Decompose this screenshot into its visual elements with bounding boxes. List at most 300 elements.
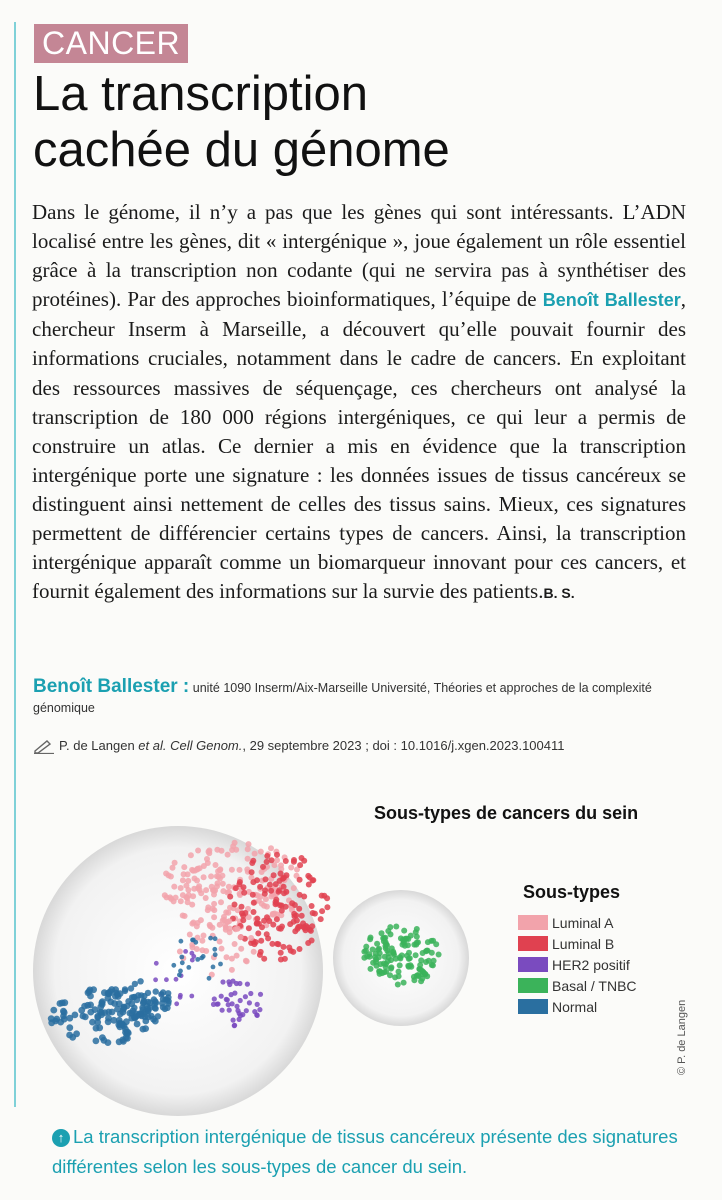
scatter-point (131, 1005, 137, 1011)
scatter-point (234, 981, 239, 986)
scatter-point (132, 981, 138, 987)
scatter-point (430, 938, 436, 944)
scatter-point (66, 1015, 73, 1022)
scatter-point (239, 910, 245, 916)
legend-item-normal (518, 996, 637, 1017)
title-line-2: cachée du génome (33, 123, 450, 177)
scatter-point (220, 979, 225, 984)
scatter-point (232, 991, 237, 996)
scatter-point (240, 917, 246, 923)
scatter-point (203, 895, 209, 901)
body-part-2: , chercheur Inserm à Marseille, a découvert qu’elle pouvait fournir des informations cruciales, notamment dans le cadre de cancers. En exploitant des ressources massives de séquençage, ces chercheurs ont analysé la transcription de 180 000 régions intergéniques, ce qui leur a permis de construire un atlas. Ce dernier a mis en évidence que la transcription intergénique porte une signature : les données issues de tissus cancéreux se distinguent ainsi nettement de celles des tissus sains. Mieux, ces signatures permettent de différencier certains types de cancers. Ainsi, la transcription intergénique apparaît comme un biomarqueur innovant pour ces cancers, et fournit également des informations sur la survie des patients. (32, 287, 686, 604)
scatter-point (178, 885, 184, 891)
scatter-point (379, 930, 385, 936)
scatter-point (414, 973, 420, 979)
scatter-point (254, 877, 260, 883)
scatter-point (101, 1037, 108, 1044)
scatter-point (243, 994, 248, 999)
scatter-point (407, 955, 413, 961)
scatter-point (401, 928, 407, 934)
scatter-point (210, 906, 216, 912)
scatter-point (199, 938, 205, 944)
scatter-point (251, 949, 257, 955)
scatter-point (235, 1008, 240, 1013)
scatter-point (213, 936, 218, 941)
affiliation (33, 677, 693, 718)
scatter-point (396, 973, 402, 979)
scatter-point (179, 955, 184, 960)
legend-swatch (518, 957, 548, 972)
scatter-point (283, 858, 289, 864)
scatter-point (267, 882, 273, 888)
affiliation-text: unité 1090 Inserm/Aix-Marseille Université, Théories et approches de la complexité génomique (33, 681, 652, 715)
legend-swatch (518, 936, 548, 951)
scatter-point (160, 989, 166, 995)
scatter-point (381, 938, 387, 944)
scatter-point (66, 1032, 73, 1039)
scatter-point (227, 926, 233, 932)
scatter-point (154, 961, 159, 966)
legend-item-her2 (518, 954, 637, 975)
pencil-icon (33, 738, 55, 754)
scatter-point (268, 845, 274, 851)
scatter-point (195, 848, 201, 854)
researcher-name: Benoît Ballester (542, 290, 681, 311)
scatter-point (212, 947, 217, 952)
scatter-point (217, 939, 223, 945)
scatter-point (207, 922, 213, 928)
scatter-point (259, 901, 265, 907)
scatter-point (199, 947, 205, 953)
scatter-point (238, 934, 244, 940)
scatter-point (370, 947, 376, 953)
scatter-point (306, 882, 312, 888)
legend (518, 912, 637, 1017)
scatter-point (387, 972, 393, 978)
scatter-point (206, 849, 212, 855)
scatter-point (180, 877, 186, 883)
scatter-point (274, 916, 280, 922)
article-title (33, 66, 693, 178)
scatter-point (194, 946, 200, 952)
scatter-point (98, 1009, 105, 1016)
scatter-point (141, 998, 147, 1004)
reference (33, 736, 693, 756)
scatter-point (232, 941, 238, 947)
scatter-point (50, 1007, 57, 1014)
scatter-point (248, 935, 254, 941)
scatter-point (255, 1002, 260, 1007)
scatter-point (255, 1013, 260, 1018)
scatter-point (426, 958, 432, 964)
scatter-point (116, 1038, 123, 1045)
scatter-point (217, 866, 223, 872)
scatter-point (301, 894, 307, 900)
scatter-point (364, 953, 370, 959)
scatter-point (99, 1001, 106, 1008)
scatter-point (268, 888, 274, 894)
scatter-point (281, 944, 287, 950)
scatter-point (226, 979, 231, 984)
scatter-point (218, 899, 224, 905)
scatter-point (286, 945, 292, 951)
scatter-point (183, 949, 188, 954)
scatter-point (178, 969, 183, 974)
scatter-point (174, 977, 179, 982)
scatter-point (190, 951, 195, 956)
scatter-point (264, 853, 270, 859)
scatter-point (189, 994, 194, 999)
scatter-point (388, 931, 394, 937)
scatter-point (93, 1038, 100, 1045)
scatter-point (114, 991, 120, 997)
scatter-point (180, 960, 185, 965)
scatter-point (422, 971, 428, 977)
scatter-point (211, 914, 217, 920)
scatter-point (201, 863, 207, 869)
scatter-point (271, 872, 277, 878)
scatter-point (194, 878, 200, 884)
scatter-point (418, 957, 424, 963)
scatter-point (297, 946, 303, 952)
body-part-1: Dans le génome, il n’y a pas que les gènes qui sont intéressants. L’ADN localisé entre les gènes, dit « intergénique », joue également un rôle essentiel grâce à la transcription non codante (qui ne servira pas à synthétiser des protéines). Par des approches bioinformatiques, l’équipe de (32, 200, 686, 312)
scatter-point (133, 1013, 139, 1019)
scatter-point (386, 954, 392, 960)
scatter-point (258, 849, 264, 855)
scatter-point (142, 1025, 149, 1032)
scatter-point (234, 953, 240, 959)
scatter-point (198, 917, 204, 923)
scatter-point (259, 924, 265, 930)
scatter-point (137, 978, 143, 984)
scatter-point (312, 911, 318, 917)
scatter-point (249, 860, 255, 866)
scatter-point (179, 939, 184, 944)
scatter-point (291, 885, 297, 891)
scatter-point (171, 963, 176, 968)
scatter-point (324, 904, 330, 910)
scatter-point (310, 877, 316, 883)
scatter-point (219, 946, 225, 952)
scatter-point (273, 881, 279, 887)
scatter-point (291, 919, 297, 925)
scatter-point (375, 947, 381, 953)
scatter-point (250, 892, 256, 898)
scatter-point (270, 911, 276, 917)
scatter-point (383, 961, 389, 967)
legend-swatch (518, 978, 548, 993)
scatter-point (211, 1002, 216, 1007)
scatter-point (125, 998, 131, 1004)
scatter-point (319, 908, 325, 914)
scatter-point (397, 954, 403, 960)
scatter-point (269, 941, 275, 947)
scatter-point (225, 997, 230, 1002)
reference-details: , 29 septembre 2023 ; doi : 10.1016/j.xgen.2023.100411 (242, 738, 565, 753)
scatter-point (395, 982, 401, 988)
scatter-point (299, 913, 305, 919)
scatter-point (413, 929, 419, 935)
scatter-point (406, 950, 412, 956)
scatter-point (257, 1007, 262, 1012)
scatter-point (401, 938, 407, 944)
scatter-point (229, 867, 235, 873)
legend-swatch (518, 915, 548, 930)
scatter-point (258, 992, 263, 997)
scatter-point (121, 1023, 128, 1030)
scatter-point (122, 988, 128, 994)
scatter-point (201, 933, 207, 939)
scatter-point (257, 952, 263, 958)
scatter-point (274, 852, 280, 858)
scatter-point (223, 909, 229, 915)
scatter-point (406, 964, 412, 970)
scatter-point (436, 952, 442, 958)
scatter-point (199, 956, 204, 961)
scatter-point (297, 862, 303, 868)
reference-authors: P. de Langen (59, 738, 135, 753)
scatter-point (301, 858, 307, 864)
scatter-point (168, 896, 174, 902)
scatter-point (212, 996, 217, 1001)
scatter-point (220, 888, 226, 894)
scatter-point (367, 936, 373, 942)
scatter-point (238, 946, 244, 952)
scatter-point (220, 918, 226, 924)
scatter-point (244, 958, 250, 964)
scatter-point (220, 1008, 225, 1013)
scatter-point (153, 977, 158, 982)
scatter-point (376, 954, 382, 960)
scatter-point (374, 941, 380, 947)
scatter-point (170, 865, 176, 871)
scatter-point (227, 894, 233, 900)
affiliation-name: Benoît Ballester : (33, 676, 190, 697)
scatter-point (251, 900, 257, 906)
scatter-point (181, 864, 187, 870)
scatter-point (187, 932, 193, 938)
scatter-point (291, 911, 297, 917)
scatter-point (232, 1023, 237, 1028)
scatter-point (155, 1013, 161, 1019)
scatter-point (227, 1008, 232, 1013)
scatter-point (248, 991, 253, 996)
scatter-point (201, 874, 207, 880)
scatter-point (413, 952, 419, 958)
scatter-point (191, 886, 197, 892)
scatter-point (263, 896, 269, 902)
scatter-point (278, 871, 284, 877)
scatter-point (174, 1001, 179, 1006)
scatter-point (261, 918, 267, 924)
scatter-point (305, 940, 311, 946)
scatter-point (59, 1000, 66, 1007)
scatter-point (282, 956, 288, 962)
scatter-point (270, 922, 276, 928)
scatter-point (230, 1001, 235, 1006)
scatter-point (295, 924, 301, 930)
scatter-point (145, 1005, 151, 1011)
scatter-point (245, 856, 251, 862)
scatter-point (279, 924, 285, 930)
scatter-point (388, 966, 394, 972)
scatter-point (305, 873, 311, 879)
scatter-point (281, 884, 287, 890)
scatter-point (73, 1030, 80, 1037)
scatter-point (213, 952, 218, 957)
scatter-point (251, 909, 257, 915)
scatter-point (217, 876, 223, 882)
scatter-point (208, 873, 214, 879)
scatter-point (211, 965, 216, 970)
scatter-point (239, 904, 245, 910)
scatter-point (231, 1018, 236, 1023)
scatter-point (233, 926, 239, 932)
scatter-point (257, 884, 263, 890)
scatter-point (114, 1006, 121, 1013)
scatter-point (324, 895, 330, 901)
scatter-point (252, 851, 258, 857)
legend-title: Sous-types (523, 882, 621, 902)
scatter-point (240, 1012, 245, 1017)
scatter-point (124, 1029, 131, 1036)
scatter-point (275, 941, 281, 947)
legend-swatch (518, 999, 548, 1014)
scatter-point (393, 924, 399, 930)
scatter-point (87, 987, 94, 994)
scatter-point (191, 938, 196, 943)
scatter-point (281, 890, 287, 896)
scatter-point (264, 931, 270, 937)
scatter-point (237, 867, 243, 873)
scatter-point (288, 865, 294, 871)
scatter-point (218, 962, 223, 967)
scatter-point (247, 1000, 252, 1005)
scatter-point (246, 925, 252, 931)
scatter-point (254, 920, 260, 926)
scatter-point (387, 924, 393, 930)
scatter-point (234, 1004, 239, 1009)
umap-figure (28, 826, 508, 1116)
scatter-point (224, 954, 230, 960)
scatter-point (368, 966, 374, 972)
scatter-point (225, 852, 231, 858)
scatter-point (87, 1009, 94, 1016)
reference-journal: Cell Genom. (170, 738, 243, 753)
scatter-point (165, 998, 171, 1004)
scatter-point (425, 948, 431, 954)
scatter-point (241, 890, 247, 896)
scatter-point (401, 980, 407, 986)
legend-label: HER2 positif (552, 956, 630, 973)
author-signature: B. S. (543, 585, 575, 602)
scatter-point (318, 916, 324, 922)
scatter-point (213, 862, 219, 868)
scatter-point (183, 883, 189, 889)
margin-rule (14, 22, 16, 1107)
scatter-point (236, 881, 242, 887)
legend-item-luminal-a (518, 912, 637, 933)
scatter-point (105, 1018, 112, 1025)
scatter-point (226, 884, 232, 890)
scatter-point (209, 884, 215, 890)
scatter-point (186, 965, 191, 970)
scatter-point (84, 1002, 91, 1009)
scatter-point (246, 841, 252, 847)
scatter-point (190, 958, 195, 963)
article-body (32, 198, 686, 608)
scatter-point (269, 857, 275, 863)
figure-title: Sous-types de cancers du sein (374, 803, 639, 823)
scatter-point (189, 902, 195, 908)
scatter-point (162, 1006, 168, 1012)
scatter-point (245, 846, 251, 852)
reference-etal: et al. (138, 738, 167, 753)
scatter-point (289, 900, 295, 906)
scatter-point (262, 887, 268, 893)
scatter-point (159, 1000, 165, 1006)
scatter-point (255, 930, 261, 936)
scatter-point (153, 1000, 159, 1006)
scatter-point (278, 950, 284, 956)
scatter-point (249, 869, 255, 875)
legend-label: Basal / TNBC (552, 977, 637, 994)
scatter-point (207, 976, 212, 981)
scatter-point (245, 982, 250, 987)
scatter-point (188, 852, 194, 858)
legend-item-luminal-b (518, 933, 637, 954)
scatter-point (78, 1007, 85, 1014)
photo-credit: © P. de Langen (676, 999, 688, 1075)
scatter-point (220, 881, 226, 887)
scatter-point (258, 938, 264, 944)
scatter-point (194, 923, 200, 929)
title-line-1: La transcription (33, 67, 369, 121)
scatter-point (203, 887, 209, 893)
scatter-point (82, 1014, 89, 1021)
scatter-point (181, 871, 187, 877)
figure-caption (52, 1122, 692, 1182)
scatter-point (390, 949, 396, 955)
scatter-point (163, 871, 169, 877)
scatter-point (397, 962, 403, 968)
scatter-point (189, 867, 195, 873)
scatter-point (60, 1013, 67, 1020)
category-tag: CANCER (34, 24, 188, 63)
scatter-point (94, 1019, 101, 1026)
scatter-point (57, 1019, 64, 1026)
scatter-point (430, 962, 436, 968)
legend-label: Normal (552, 998, 598, 1015)
scatter-point (414, 940, 420, 946)
scatter-point (130, 994, 136, 1000)
scatter-point (178, 995, 183, 1000)
scatter-point (297, 877, 303, 883)
legend-label: Luminal A (552, 914, 614, 931)
scatter-point (208, 936, 213, 941)
scatter-point (370, 960, 376, 966)
scatter-point (291, 857, 297, 863)
scatter-point (219, 848, 225, 854)
scatter-point (238, 998, 243, 1003)
scatter-point (177, 949, 183, 955)
scatter-point (134, 1021, 141, 1028)
scatter-point (182, 913, 188, 919)
scatter-point (180, 892, 186, 898)
scatter-point (232, 902, 238, 908)
scatter-point (263, 876, 269, 882)
legend-label: Luminal B (552, 935, 615, 952)
